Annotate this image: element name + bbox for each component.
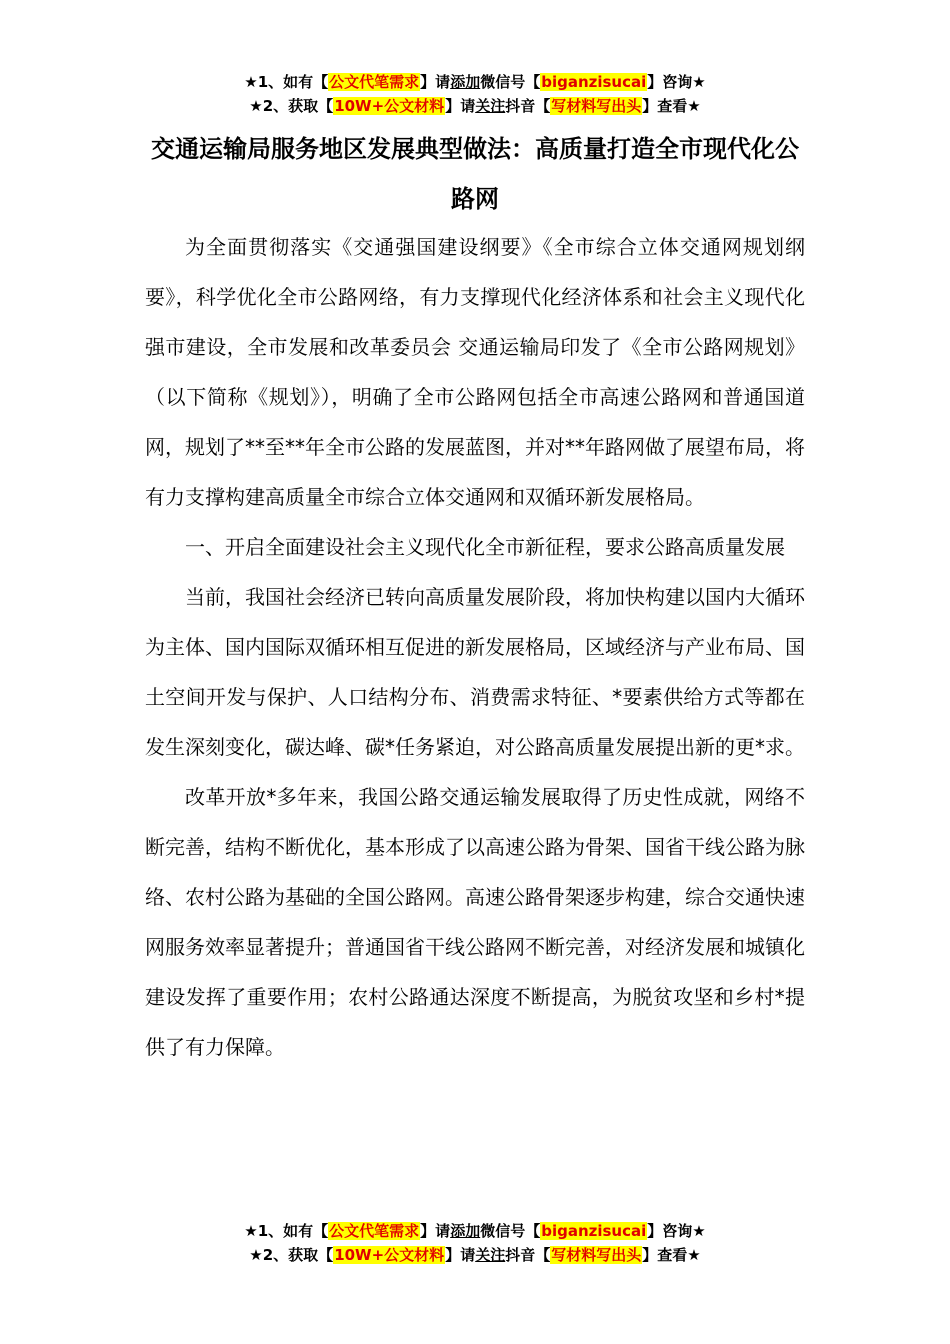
document-body <box>145 222 805 1072</box>
promo-text: 】咨询★ <box>647 1222 706 1240</box>
promo-text: 抖音【 <box>505 97 551 115</box>
promo-text: 】请 <box>445 97 476 115</box>
promo-highlight: 公文代笔需求 <box>329 73 420 91</box>
promo-douyin-id: 写材料写出头 <box>551 97 642 115</box>
promo-text: 抖音【 <box>505 1246 551 1264</box>
promo-underlined: 关注 <box>475 1246 506 1264</box>
promo-douyin-id: 写材料写出头 <box>551 1246 642 1264</box>
promo-highlight: 10W+公文材料 <box>334 97 445 115</box>
promo-text: 】请 <box>420 73 451 91</box>
promo-text: 】查看★ <box>642 1246 701 1264</box>
body-paragraph: 当前，我国社会经济已转向高质量发展阶段，将加快构建以国内大循环为主体、国内国际双循环相互促进的新发展格局，区域经济与产业布局、国土空间开发与保护、人口结构分布、消费需求特征、*要素供给方式等都在发生深刻变化，碳达峰、碳*任务紧迫，对公路高质量发展提出新的更*求。 <box>145 585 805 759</box>
promo-text: ★1、如有【 <box>244 1222 329 1240</box>
promo-underlined: 关注 <box>475 97 506 115</box>
promo-text: 】咨询★ <box>647 73 706 91</box>
promo-text: ★2、获取【 <box>249 97 334 115</box>
footer-promo <box>0 1219 950 1267</box>
document-title: 交通运输局服务地区发展典型做法：高质量打造全市现代化公路网 <box>151 135 799 213</box>
promo-text: 微信号【 <box>480 1222 541 1240</box>
promo-underlined: 添加 <box>450 1222 481 1240</box>
promo-text: ★2、获取【 <box>249 1246 334 1264</box>
footer-promo-line-1 <box>0 1219 950 1243</box>
header-promo-line-2 <box>0 94 950 118</box>
section-heading: 一、开启全面建设社会主义现代化全市新征程，要求公路高质量发展 <box>185 535 785 559</box>
body-paragraph: 改革开放*多年来，我国公路交通运输发展取得了历史性成就，网络不断完善，结构不断优化，基本形成了以高速公路为骨架、国省干线公路为脉络、农村公路为基础的全国公路网。高速公路骨架逐步构建，综合交通快速网服务效率显著提升；普通国省干线公路网不断完善，对经济发展和城镇化建设发挥了重要作用；农村公路通达深度不断提高，为脱贫攻坚和乡村*提供了有力保障。 <box>145 785 805 1059</box>
promo-text: 】请 <box>420 1222 451 1240</box>
promo-highlight: 公文代笔需求 <box>329 1222 420 1240</box>
promo-wechat-id: biganzisucai <box>541 1222 647 1240</box>
body-paragraph: 为全面贯彻落实《交通强国建设纲要》《全市综合立体交通网规划纲要》，科学优化全市公路网络，有力支撑现代化经济体系和社会主义现代化强市建设，全市发展和改革委员会 交通运输局印发了《全市公路网规划》（以下简称《规划》），明确了全市公路网包括全市高速公路网和普通国道网，规划了**至**年全市公路的发展蓝图，并对**年路网做了展望布局，将有力支撑构建高质量全市综合立体交通网和双循环新发展格局。 <box>145 235 805 509</box>
promo-underlined: 添加 <box>450 73 481 91</box>
promo-text: 微信号【 <box>480 73 541 91</box>
promo-wechat-id: biganzisucai <box>541 73 647 91</box>
promo-text: 】请 <box>445 1246 476 1264</box>
footer-promo-line-2 <box>0 1243 950 1267</box>
promo-text: 】查看★ <box>642 97 701 115</box>
promo-text: ★1、如有【 <box>244 73 329 91</box>
promo-highlight: 10W+公文材料 <box>334 1246 445 1264</box>
header-promo-line-1 <box>0 70 950 94</box>
header-promo <box>0 70 950 118</box>
